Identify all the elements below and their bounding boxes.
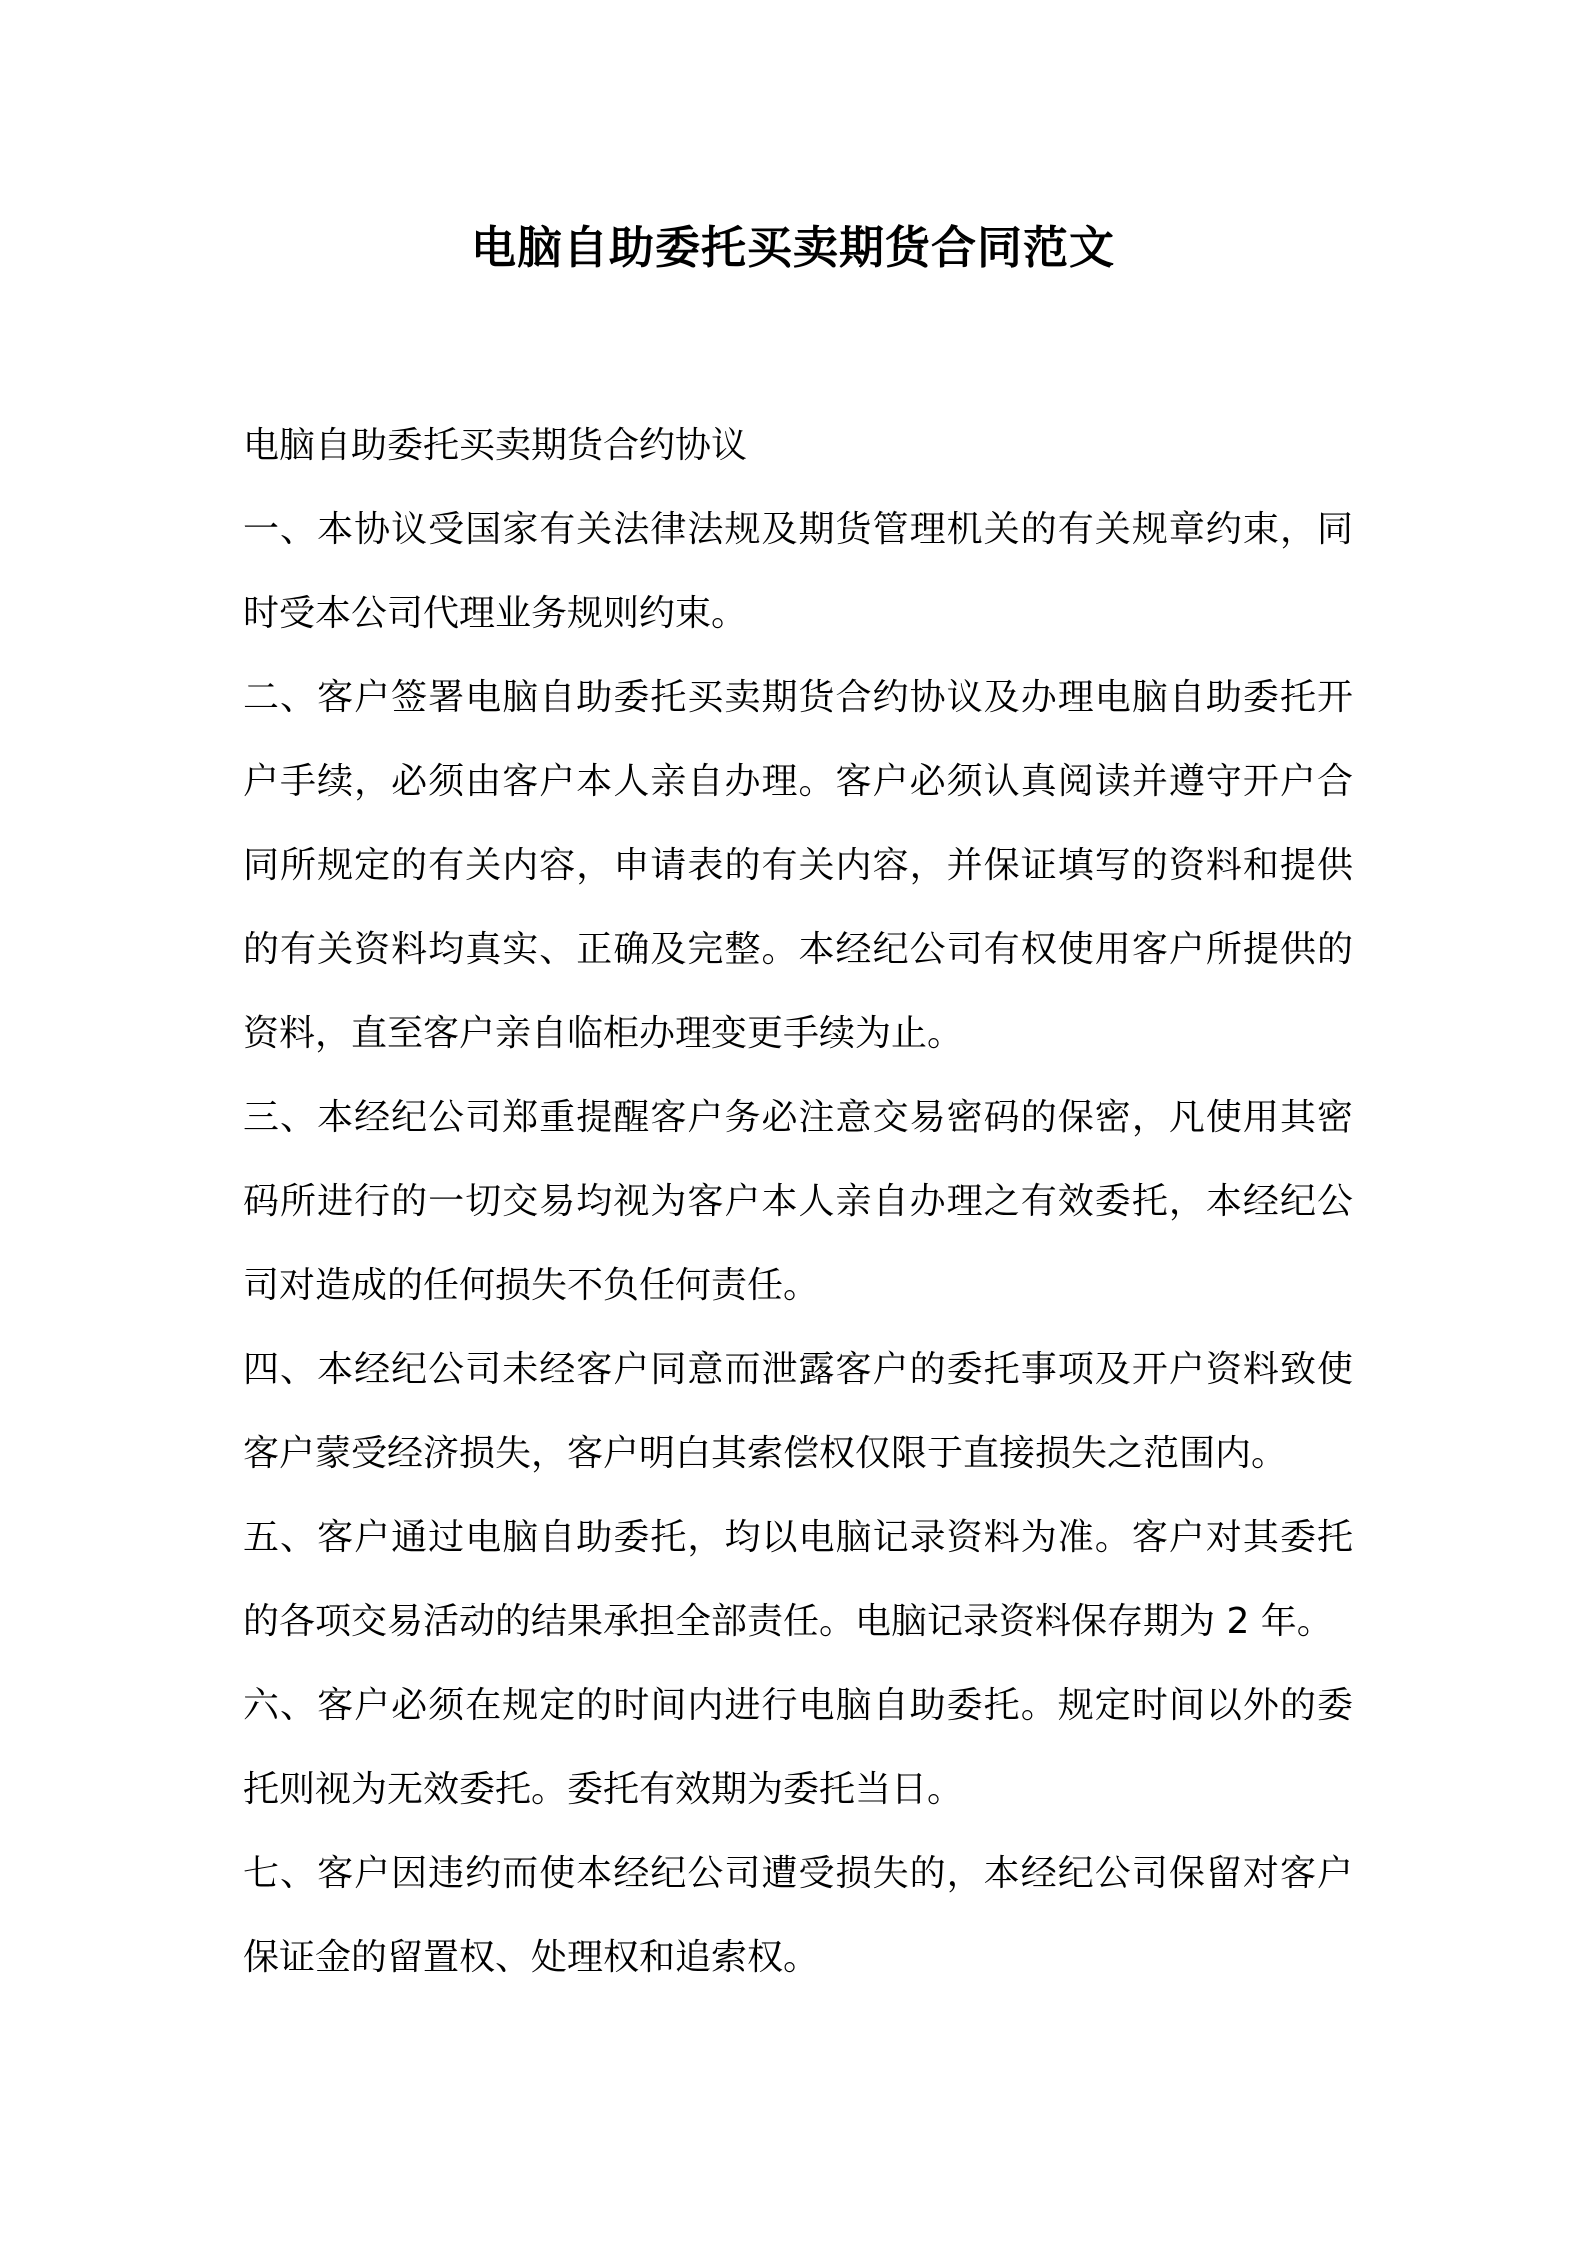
clause-1: 一、本协议受国家有关法律法规及期货管理机关的有关规章约束，同时受本公司代理业务规则约束。	[243, 509, 1353, 634]
document-title: 电脑自助委托买卖期货合同范文	[470, 221, 1115, 274]
clause-3: 三、本经纪公司郑重提醒客户务必注意交易密码的保密，凡使用其密码所进行的一切交易均视为客户本人亲自办理之有效委托，本经纪公司对造成的任何损失不负任何责任。	[243, 1097, 1353, 1306]
clause-7: 七、客户因违约而使本经纪公司遭受损失的，本经纪公司保留对客户保证金的留置权、处理权和追索权。	[243, 1853, 1353, 1978]
document-body	[243, 404, 1353, 2000]
clause-6: 六、客户必须在规定的时间内进行电脑自助委托。规定时间以外的委托则视为无效委托。委托有效期为委托当日。	[243, 1685, 1353, 1810]
document-subtitle: 电脑自助委托买卖期货合约协议	[243, 425, 748, 466]
clause-4: 四、本经纪公司未经客户同意而泄露客户的委托事项及开户资料致使客户蒙受经济损失，客户明白其索偿权仅限于直接损失之范围内。	[243, 1349, 1353, 1474]
clause-2: 二、客户签署电脑自助委托买卖期货合约协议及办理电脑自助委托开户手续，必须由客户本人亲自办理。客户必须认真阅读并遵守开户合同所规定的有关内容，申请表的有关内容，并保证填写的资料和提供的有关资料均真实、正确及完整。本经纪公司有权使用客户所提供的资料，直至客户亲自临柜办理变更手续为止。	[243, 677, 1353, 1054]
clause-5: 五、客户通过电脑自助委托，均以电脑记录资料为准。客户对其委托的各项交易活动的结果承担全部责任。电脑记录资料保存期为 2 年。	[243, 1517, 1353, 1642]
